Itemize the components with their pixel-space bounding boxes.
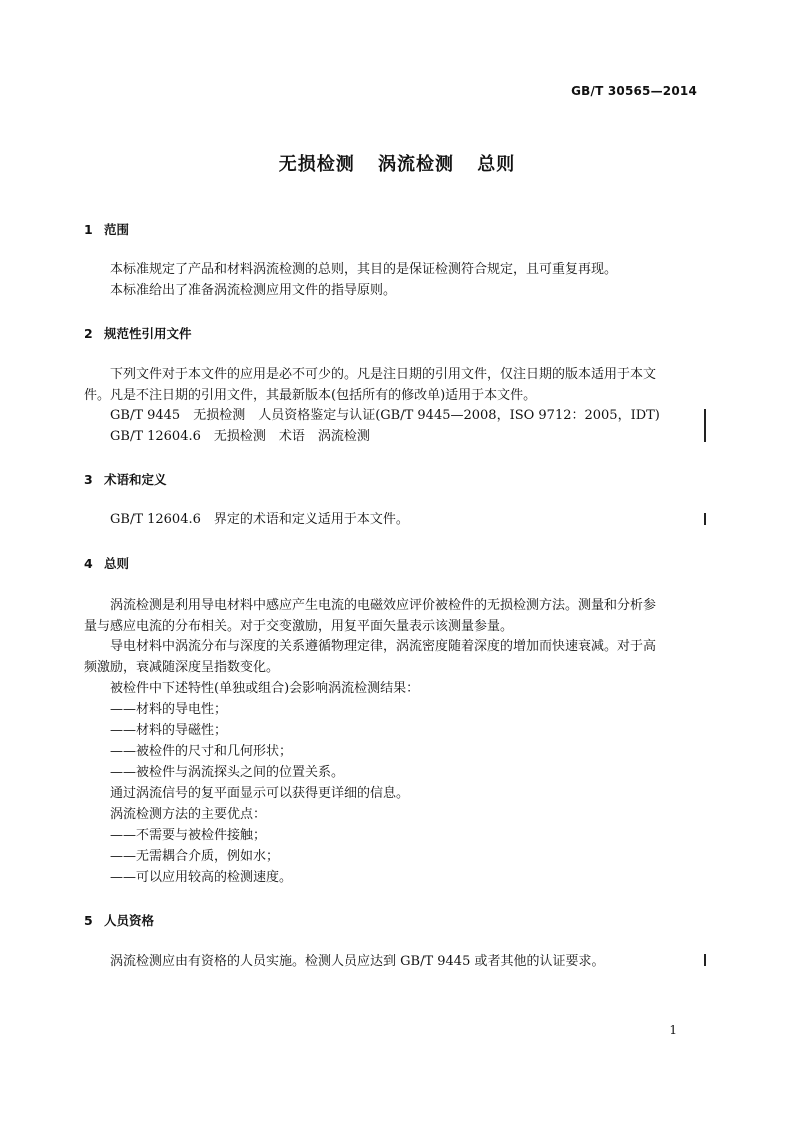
section-title: 规范性引用文件 bbox=[104, 326, 192, 341]
list-item: ——材料的导电性； bbox=[110, 702, 228, 717]
section-number: 1 bbox=[84, 222, 93, 237]
paragraph: 涡流检测方法的主要优点： bbox=[110, 807, 267, 822]
paragraph: GB/T 12604.6 界定的术语和定义适用于本文件。 bbox=[110, 512, 409, 527]
section-2-heading bbox=[84, 324, 192, 342]
paragraph: 本标准规定了产品和材料涡流检测的总则，其目的是保证检测符合规定，且可重复再现。 bbox=[110, 262, 618, 277]
section-1-heading bbox=[84, 220, 129, 238]
reference-entry: GB/T 9445 无损检测 人员资格鉴定与认证(GB/T 9445—2008，ISO 9712：2005，IDT) bbox=[110, 408, 660, 423]
section-title: 术语和定义 bbox=[104, 472, 167, 487]
section-number: 3 bbox=[84, 472, 93, 487]
change-bar bbox=[704, 513, 706, 525]
section-4-heading bbox=[84, 554, 129, 572]
paragraph: 本标准给出了准备涡流检测应用文件的指导原则。 bbox=[110, 283, 397, 298]
section-title: 人员资格 bbox=[104, 913, 155, 928]
section-title: 总则 bbox=[104, 556, 130, 571]
paragraph-continued: 频激励，衰减随深度呈指数变化。 bbox=[84, 660, 280, 675]
paragraph: 涡流检测是利用导电材料中感应产生电流的电磁效应评价被检件的无损检测方法。测量和分析参 bbox=[110, 598, 657, 613]
section-5-heading bbox=[84, 911, 154, 929]
list-item: ——材料的导磁性； bbox=[110, 723, 228, 738]
section-3-heading bbox=[84, 470, 167, 488]
section-title: 范围 bbox=[104, 222, 130, 237]
section-number: 4 bbox=[84, 556, 93, 571]
paragraph: 导电材料中涡流分布与深度的关系遵循物理定律，涡流密度随着深度的增加而快速衰减。对于高 bbox=[110, 639, 657, 654]
paragraph-continued: 量与感应电流的分布相关。对于交变激励，用复平面矢量表示该测量参量。 bbox=[84, 619, 514, 634]
paragraph: 涡流检测应由有资格的人员实施。检测人员应达到 GB/T 9445 或者其他的认证要求。 bbox=[110, 954, 605, 969]
change-bar bbox=[704, 409, 706, 442]
title-part-3: 总则 bbox=[477, 154, 516, 175]
section-number: 5 bbox=[84, 913, 93, 928]
list-item: ——无需耦合介质，例如水； bbox=[110, 849, 280, 864]
list-item: ——被检件的尺寸和几何形状； bbox=[110, 744, 293, 759]
list-item: ——被检件与涡流探头之间的位置关系。 bbox=[110, 765, 345, 780]
section-number: 2 bbox=[84, 326, 93, 341]
page-number: 1 bbox=[669, 1023, 677, 1037]
paragraph: 被检件中下述特性(单独或组合)会影响涡流检测结果： bbox=[110, 681, 420, 696]
list-item: ——可以应用较高的检测速度。 bbox=[110, 870, 293, 885]
paragraph: 通过涡流信号的复平面显示可以获得更详细的信息。 bbox=[110, 786, 410, 801]
change-bar bbox=[704, 954, 706, 966]
title-part-1: 无损检测 bbox=[278, 154, 355, 175]
paragraph: 下列文件对于本文件的应用是必不可少的。凡是注日期的引用文件，仅注日期的版本适用于本文 bbox=[110, 367, 657, 382]
reference-entry: GB/T 12604.6 无损检测 术语 涡流检测 bbox=[110, 429, 370, 444]
list-item: ——不需要与被检件接触； bbox=[110, 828, 267, 843]
title-part-2: 涡流检测 bbox=[378, 154, 454, 175]
paragraph-continued: 件。凡是不注日期的引用文件，其最新版本(包括所有的修改单)适用于本文件。 bbox=[84, 388, 537, 403]
standard-number-header: GB/T 30565—2014 bbox=[571, 84, 697, 98]
document-title bbox=[0, 150, 794, 176]
